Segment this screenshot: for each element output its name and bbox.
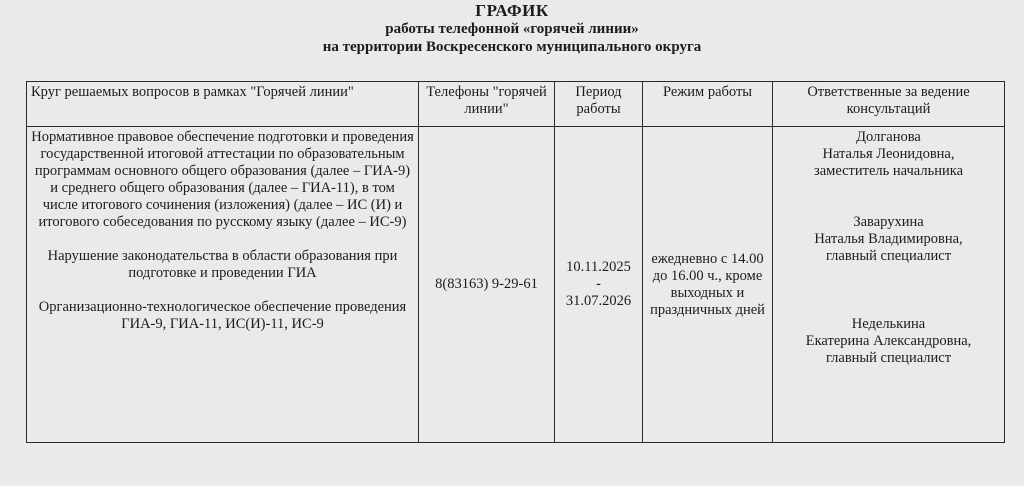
mode-cell — [643, 127, 773, 443]
responsible-person — [777, 214, 1000, 265]
period-end: 31.07.2026 — [565, 293, 632, 309]
responsible-person — [777, 129, 1000, 180]
hotline-schedule-table — [26, 81, 1005, 443]
person-name: Наталья Владимировна, — [814, 231, 963, 247]
issue-item: Нарушение законодательства в области образования при подготовке и проведении ГИА — [47, 248, 398, 281]
period-cell — [555, 127, 643, 443]
period-separator: - — [596, 276, 601, 292]
table-header-row — [27, 82, 1005, 127]
period-start: 10.11.2025 — [566, 259, 631, 275]
table-row — [27, 127, 1005, 443]
person-position: заместитель начальника — [813, 163, 963, 179]
work-mode: ежедневно с 14.00 до 16.00 ч., кроме выходных и праздничных дней — [650, 250, 765, 318]
person-position: главный специалист — [825, 350, 952, 366]
hotline-phone: 8(83163) 9-29-61 — [435, 276, 538, 292]
person-surname: Долганова — [856, 129, 921, 145]
person-surname: Заварухина — [853, 214, 924, 230]
person-name: Екатерина Александровна, — [805, 333, 972, 349]
document-header — [0, 2, 1024, 56]
document-title: ГРАФИК — [475, 1, 549, 20]
person-surname: Неделькина — [851, 316, 926, 332]
issue-item: Организационно-технологическое обеспечение проведения ГИА-9, ГИА-11, ИС(И)-11, ИС-9 — [38, 299, 407, 332]
issues-cell — [27, 127, 419, 443]
column-header-phones: Телефоны "горячей линии" — [419, 82, 555, 127]
phone-cell — [419, 127, 555, 443]
column-header-period: Период работы — [555, 82, 643, 127]
document-territory: на территории Воскресенского муниципального округа — [322, 39, 702, 55]
issue-item: Нормативное правовое обеспечение подготовки и проведения государственной итоговой аттестации по образовательным программам основного общего образования (далее – ГИА-9) и среднего общего образования (далее – ГИА-11), в том числе итогового сочинения (изложения) (далее – ИС (И) и итогового собеседования по русскому языку (далее – ИС-9) — [31, 129, 414, 230]
person-name: Наталья Леонидовна, — [822, 146, 955, 162]
column-header-responsible: Ответственные за ведение консультаций — [773, 82, 1005, 127]
column-header-issues: Круг решаемых вопросов в рамках "Горячей линии" — [27, 82, 419, 127]
document-subtitle: работы телефонной «горячей линии» — [385, 21, 639, 37]
person-position: главный специалист — [825, 248, 952, 264]
column-header-mode: Режим работы — [643, 82, 773, 127]
responsible-cell — [773, 127, 1005, 443]
responsible-person — [777, 316, 1000, 367]
